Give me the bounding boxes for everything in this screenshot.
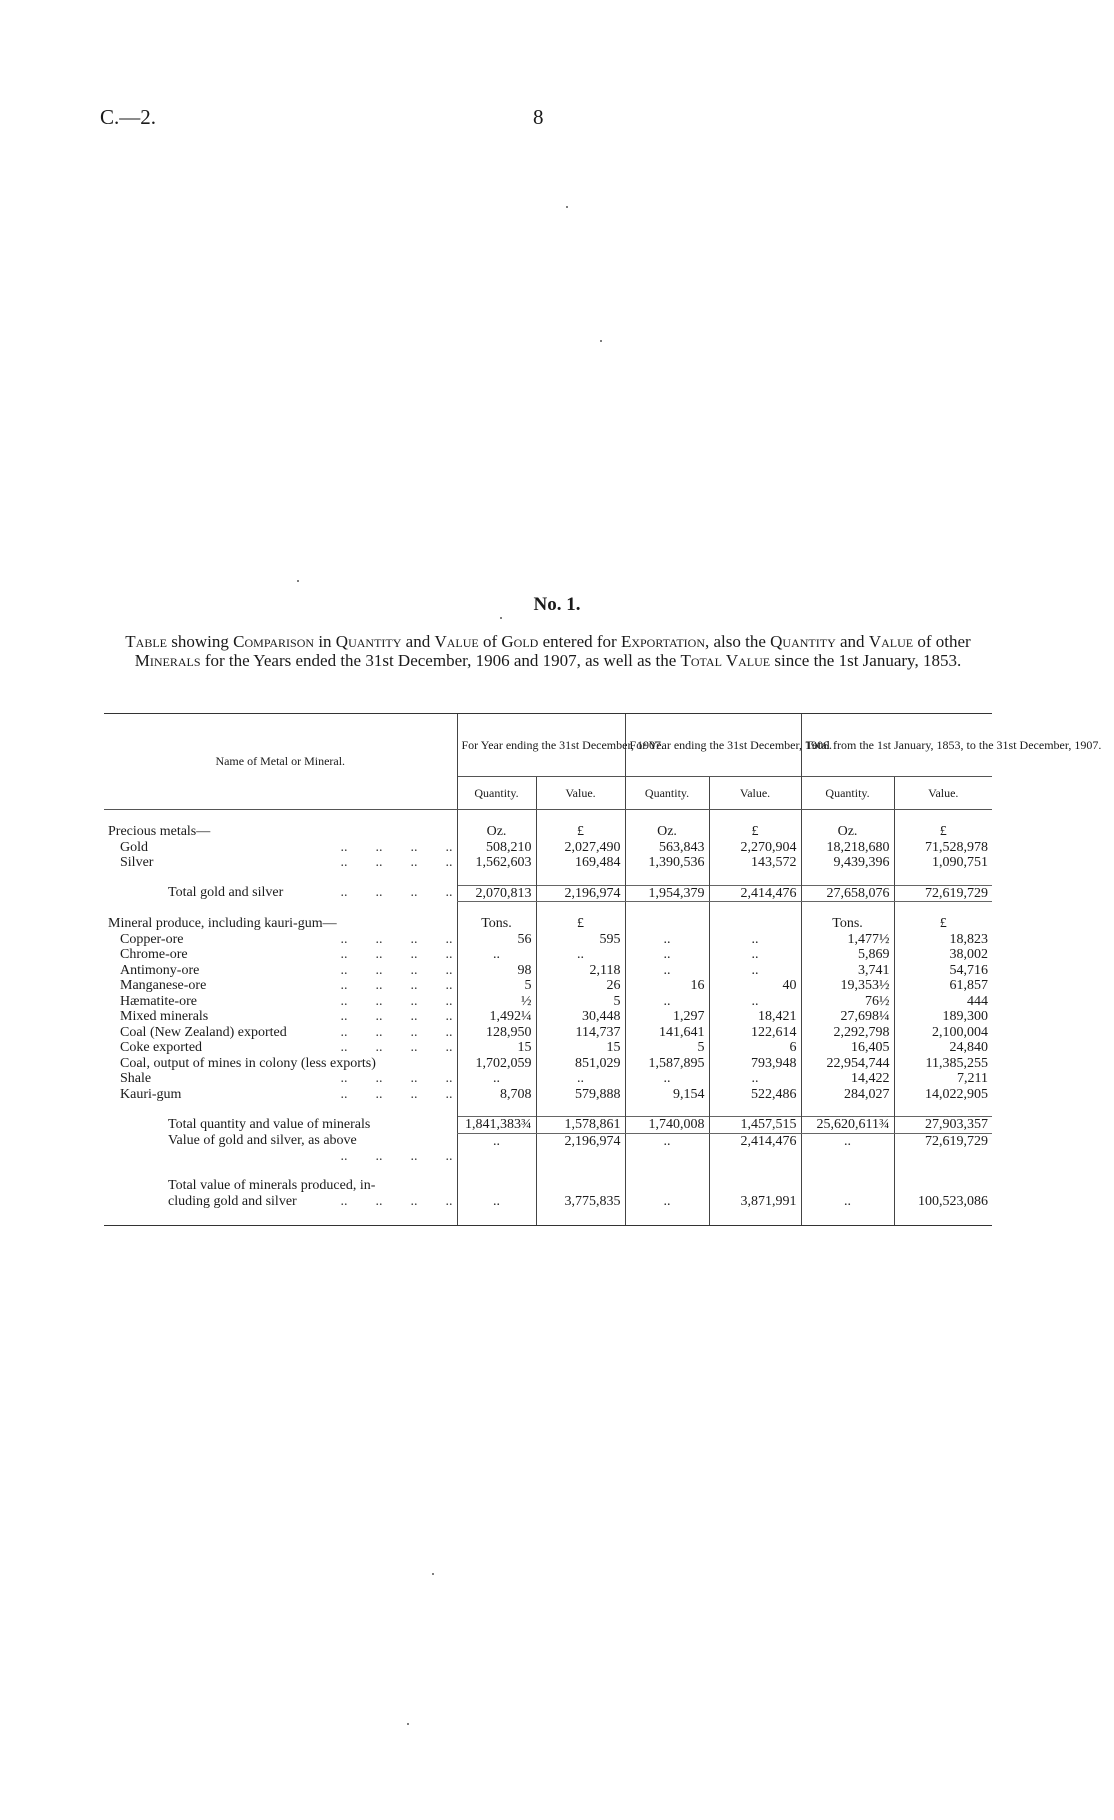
caption-segment: of (478, 632, 502, 651)
value-cell: 6 (709, 1040, 801, 1056)
value-cell: 15 (536, 1040, 625, 1056)
table-row (104, 1040, 992, 1056)
spacer-cell (625, 902, 709, 917)
value-cell: 2,100,004 (894, 1025, 992, 1041)
quantity-cell: .. (625, 1133, 709, 1164)
value-cell: .. (536, 947, 625, 963)
value-cell: 114,737 (536, 1025, 625, 1041)
table-row (104, 932, 992, 948)
value-cell: 54,716 (894, 963, 992, 979)
page-number: 8 (533, 105, 544, 129)
spacer-cell (625, 871, 709, 886)
row-label: Total gold and silver (168, 885, 284, 900)
row-label-cell (104, 947, 457, 963)
column-header-value: Value. (536, 777, 625, 810)
quantity-cell: Oz. (801, 824, 894, 840)
value-cell: 2,196,974 (536, 1133, 625, 1164)
spacer-cell (801, 1164, 894, 1178)
value-cell: 444 (894, 994, 992, 1010)
caption-segment: and (401, 632, 435, 651)
leader-dots: .. .. .. .. (340, 1071, 453, 1086)
value-cell: 2,414,476 (709, 1133, 801, 1164)
spacer-cell (457, 1164, 536, 1178)
table-row (104, 1133, 992, 1164)
caption-smallcaps-segment: Minerals (134, 651, 201, 670)
value-cell: 851,029 (536, 1056, 625, 1072)
value-cell: 2,118 (536, 963, 625, 979)
value-cell: 169,484 (536, 855, 625, 871)
spacer-cell (536, 810, 625, 825)
value-cell: £ (894, 824, 992, 840)
quantity-cell: .. (625, 963, 709, 979)
value-cell: 30,448 (536, 1009, 625, 1025)
spacer-cell (894, 810, 992, 825)
caption-smallcaps-segment: Table (125, 632, 168, 651)
quantity-cell: 1,841,383¾ (457, 1117, 536, 1134)
leader-dots: .. .. .. .. (340, 855, 453, 870)
value-cell: 595 (536, 932, 625, 948)
quantity-cell: 56 (457, 932, 536, 948)
row-label: Kauri-gum (120, 1086, 182, 1102)
row-label: Antimony-ore (120, 962, 200, 978)
scan-speck (407, 1723, 409, 1725)
table-row (104, 947, 992, 963)
spacer-cell (801, 902, 894, 917)
quantity-cell: ½ (457, 994, 536, 1010)
row-label-cell (104, 1117, 457, 1134)
row-label: Chrome-ore (120, 947, 188, 962)
spacer-cell (457, 902, 536, 917)
value-cell: 3,871,991 (709, 1194, 801, 1210)
leader-dots: .. .. .. .. (340, 1009, 453, 1024)
spacer-cell (801, 871, 894, 886)
scan-speck (432, 1573, 434, 1575)
value-cell: 61,857 (894, 978, 992, 994)
table-number: No. 1. (533, 594, 581, 615)
spacer-cell (709, 810, 801, 825)
spacer-cell (894, 1102, 992, 1117)
row-label: Coal, output of mines in colony (less exports) (120, 1055, 376, 1071)
quantity-cell: 2,070,813 (457, 885, 536, 902)
mineral-table-container (104, 713, 1102, 1226)
quantity-cell: .. (457, 1194, 536, 1210)
caption-segment: of other (913, 632, 971, 651)
spacer-cell (104, 1164, 457, 1178)
leader-dots: .. .. .. .. (340, 1024, 453, 1040)
spacer-cell (709, 871, 801, 886)
table-row (104, 963, 992, 979)
quantity-cell: 76½ (801, 994, 894, 1010)
spacer-cell (625, 1164, 709, 1178)
quantity-cell: 16,405 (801, 1040, 894, 1056)
leader-dots: .. .. .. .. (340, 1193, 453, 1209)
row-label: Total quantity and value of minerals (168, 1116, 371, 1132)
row-label-cell (104, 932, 457, 948)
spacer-cell (536, 1102, 625, 1117)
spacer-cell (709, 902, 801, 917)
document-reference: C.—2. (100, 105, 157, 129)
quantity-cell: .. (801, 1133, 894, 1164)
row-label-cell (104, 885, 457, 902)
leader-dots: .. .. .. .. (340, 1040, 453, 1055)
quantity-cell (625, 1178, 709, 1194)
quantity-cell: 1,740,008 (625, 1117, 709, 1134)
value-cell (894, 1178, 992, 1194)
spacer-cell (457, 810, 536, 825)
table-row (104, 1056, 992, 1072)
quantity-cell: 15 (457, 1040, 536, 1056)
value-cell: 189,300 (894, 1009, 992, 1025)
quantity-cell: .. (625, 1071, 709, 1087)
spacer-cell (536, 902, 625, 917)
table-caption (104, 632, 992, 670)
table-row (104, 1071, 992, 1087)
value-cell: 1,578,861 (536, 1117, 625, 1134)
quantity-cell: .. (801, 1194, 894, 1210)
quantity-cell (801, 1178, 894, 1194)
value-cell: 27,903,357 (894, 1117, 992, 1134)
quantity-cell: 1,477½ (801, 932, 894, 948)
value-cell: 3,775,835 (536, 1194, 625, 1210)
value-cell (536, 1178, 625, 1194)
quantity-cell: 508,210 (457, 840, 536, 856)
quantity-cell: .. (457, 947, 536, 963)
spacer-cell (894, 902, 992, 917)
value-cell: .. (709, 1071, 801, 1087)
value-cell: 24,840 (894, 1040, 992, 1056)
group-header-total: Total from the 1st January, 1853, to the 31st December, 1907. (801, 714, 992, 777)
value-cell: 14,022,905 (894, 1087, 992, 1103)
quantity-cell: 8,708 (457, 1087, 536, 1103)
caption-smallcaps-segment: Exportation (620, 632, 705, 651)
quantity-cell: 563,843 (625, 840, 709, 856)
table-row (104, 1178, 992, 1194)
caption-segment: , also the (705, 632, 771, 651)
spacer-cell (536, 871, 625, 886)
rule-cell (104, 1209, 457, 1226)
quantity-cell: 5,869 (801, 947, 894, 963)
scan-speck (600, 340, 602, 342)
quantity-cell: 1,297 (625, 1009, 709, 1025)
leader-dots: .. .. .. .. (340, 839, 453, 855)
group-header-1907: For Year ending the 31st December, 1907. (457, 714, 625, 777)
caption-segment: showing (167, 632, 234, 651)
quantity-cell: Oz. (457, 824, 536, 840)
row-label: Value of gold and silver, as above (168, 1133, 357, 1148)
scan-speck (297, 580, 299, 582)
value-cell: 1,090,751 (894, 855, 992, 871)
spacer-cell (104, 902, 457, 917)
value-cell: 522,486 (709, 1087, 801, 1103)
row-label: Total value of minerals produced, in- (168, 1178, 376, 1193)
row-label-cell (104, 1056, 457, 1072)
row-label-cell (104, 963, 457, 979)
column-header-value: Value. (709, 777, 801, 810)
scan-speck (500, 617, 502, 619)
quantity-cell: 27,698¼ (801, 1009, 894, 1025)
value-cell: £ (536, 824, 625, 840)
caption-smallcaps-segment: Quantity (335, 632, 402, 651)
rule-cell (457, 1209, 536, 1226)
quantity-cell: 2,292,798 (801, 1025, 894, 1041)
row-label-cell (104, 1071, 457, 1087)
value-cell: 38,002 (894, 947, 992, 963)
row-label-cell (104, 1040, 457, 1056)
quantity-cell: 5 (625, 1040, 709, 1056)
quantity-cell: 19,353½ (801, 978, 894, 994)
caption-smallcaps-segment: Total Value (680, 651, 771, 670)
quantity-cell: 18,218,680 (801, 840, 894, 856)
row-label-cell (104, 1087, 457, 1103)
quantity-cell: Oz. (625, 824, 709, 840)
value-cell: .. (709, 994, 801, 1010)
value-cell: 18,823 (894, 932, 992, 948)
value-cell: £ (894, 916, 992, 932)
rule-cell (801, 1209, 894, 1226)
row-label-cell (104, 916, 457, 932)
caption-smallcaps-segment: Value (434, 632, 479, 651)
quantity-cell: 141,641 (625, 1025, 709, 1041)
leader-dots: .. .. .. .. (340, 1086, 453, 1102)
scan-speck (566, 206, 568, 208)
row-label: Coke exported (120, 1040, 203, 1055)
leader-dots: .. .. .. .. (340, 1148, 453, 1164)
value-cell: 2,027,490 (536, 840, 625, 856)
caption-smallcaps-segment: Value (868, 632, 914, 651)
quantity-cell: 5 (457, 978, 536, 994)
value-cell: 579,888 (536, 1087, 625, 1103)
quantity-cell: 3,741 (801, 963, 894, 979)
value-cell: 2,196,974 (536, 885, 625, 902)
value-cell: .. (709, 932, 801, 948)
quantity-cell (457, 1178, 536, 1194)
rule-cell (894, 1209, 992, 1226)
quantity-cell: .. (625, 932, 709, 948)
table-total-row (104, 1117, 992, 1134)
caption-segment: for the Years ended the 31st December, 1906 and 1907, as well as the (200, 651, 681, 670)
spacer-cell (104, 810, 457, 825)
mineral-comparison-table (104, 713, 1102, 1226)
spacer-cell (104, 1102, 457, 1117)
row-label: Gold (120, 839, 148, 855)
row-label: Copper-ore (120, 931, 184, 947)
column-header-quantity: Quantity. (457, 777, 536, 810)
caption-segment: in (314, 632, 336, 651)
table-body (104, 810, 992, 1226)
quantity-cell: Tons. (801, 916, 894, 932)
quantity-cell: 9,439,396 (801, 855, 894, 871)
name-column-header: Name of Metal or Mineral. (104, 714, 457, 810)
value-cell: £ (709, 824, 801, 840)
table-row (104, 916, 992, 932)
value-cell: 40 (709, 978, 801, 994)
quantity-cell: Tons. (457, 916, 536, 932)
row-label: Silver (120, 855, 154, 870)
table-bottom-rule (104, 1209, 992, 1226)
value-cell (709, 1178, 801, 1194)
caption-smallcaps-segment: Comparison (233, 632, 315, 651)
spacer-row (104, 1102, 992, 1117)
quantity-cell: .. (457, 1071, 536, 1087)
quantity-cell: .. (625, 994, 709, 1010)
column-header-value: Value. (894, 777, 992, 810)
row-label-cell (104, 1133, 457, 1164)
spacer-row (104, 1164, 992, 1178)
spacer-cell (457, 871, 536, 886)
row-label: Manganese-ore (120, 978, 207, 993)
quantity-cell: 1,492¼ (457, 1009, 536, 1025)
value-cell: 100,523,086 (894, 1194, 992, 1210)
row-label-cell (104, 855, 457, 871)
quantity-cell: 284,027 (801, 1087, 894, 1103)
quantity-cell: 27,658,076 (801, 885, 894, 902)
row-label-cell (104, 1009, 457, 1025)
quantity-cell: 22,954,744 (801, 1056, 894, 1072)
quantity-cell: .. (625, 947, 709, 963)
quantity-cell: 1,587,895 (625, 1056, 709, 1072)
table-total-row (104, 885, 992, 902)
table-row (104, 1194, 992, 1210)
value-cell: .. (536, 1071, 625, 1087)
row-label-cell (104, 1178, 457, 1194)
spacer-cell (104, 871, 457, 886)
group-header-1906: For Year ending the 31st December, 1906. (625, 714, 801, 777)
value-cell: .. (709, 947, 801, 963)
quantity-cell: 16 (625, 978, 709, 994)
column-header-quantity: Quantity. (625, 777, 709, 810)
spacer-cell (709, 1164, 801, 1178)
table-row (104, 1025, 992, 1041)
value-cell: 793,948 (709, 1056, 801, 1072)
leader-dots: .. .. .. .. (340, 947, 453, 962)
leader-dots: .. .. .. .. (340, 931, 453, 947)
value-cell: 26 (536, 978, 625, 994)
table-row (104, 1087, 992, 1103)
spacer-cell (801, 1102, 894, 1117)
leader-dots: .. .. .. .. (340, 962, 453, 978)
value-cell: 1,457,515 (709, 1117, 801, 1134)
row-label: Precious metals— (108, 824, 211, 839)
value-cell (709, 916, 801, 932)
caption-segment: since the 1st January, 1853. (770, 651, 962, 670)
quantity-cell: .. (625, 1194, 709, 1210)
rule-cell (536, 1209, 625, 1226)
value-cell: 72,619,729 (894, 885, 992, 902)
value-cell: 7,211 (894, 1071, 992, 1087)
quantity-cell: 9,154 (625, 1087, 709, 1103)
quantity-cell (625, 916, 709, 932)
table-row (104, 840, 992, 856)
spacer-row (104, 902, 992, 917)
rule-cell (625, 1209, 709, 1226)
value-cell: 122,614 (709, 1025, 801, 1041)
spacer-row (104, 810, 992, 825)
table-row (104, 824, 992, 840)
row-label-cell (104, 994, 457, 1010)
quantity-cell: 1,562,603 (457, 855, 536, 871)
quantity-cell: 1,702,059 (457, 1056, 536, 1072)
value-cell: 2,270,904 (709, 840, 801, 856)
spacer-row (104, 871, 992, 886)
row-label: cluding gold and silver (168, 1193, 297, 1209)
value-cell: 5 (536, 994, 625, 1010)
value-cell: £ (536, 916, 625, 932)
leader-dots: .. .. .. .. (340, 885, 453, 900)
row-label: Coal (New Zealand) exported (120, 1024, 287, 1040)
table-row (104, 855, 992, 871)
value-cell: .. (709, 963, 801, 979)
value-cell: 71,528,978 (894, 840, 992, 856)
row-label: Mixed minerals (120, 1009, 209, 1024)
value-cell: 18,421 (709, 1009, 801, 1025)
value-cell: 143,572 (709, 855, 801, 871)
quantity-cell: 25,620,611¾ (801, 1117, 894, 1134)
leader-dots: .. .. .. .. (340, 978, 453, 993)
spacer-cell (894, 871, 992, 886)
row-label-cell (104, 978, 457, 994)
value-cell: 2,414,476 (709, 885, 801, 902)
row-label-cell (104, 1194, 457, 1210)
quantity-cell: 1,390,536 (625, 855, 709, 871)
spacer-cell (709, 1102, 801, 1117)
leader-dots: .. .. .. .. (340, 993, 453, 1009)
caption-segment: entered for (538, 632, 621, 651)
table-row (104, 1009, 992, 1025)
row-label-cell (104, 840, 457, 856)
spacer-cell (894, 1164, 992, 1178)
row-label-cell (104, 1025, 457, 1041)
quantity-cell: 128,950 (457, 1025, 536, 1041)
spacer-cell (457, 1102, 536, 1117)
row-label: Shale (120, 1071, 152, 1086)
row-label: Hæmatite-ore (120, 993, 197, 1009)
quantity-cell: .. (457, 1133, 536, 1164)
spacer-cell (625, 1102, 709, 1117)
row-label: Mineral produce, including kauri-gum— (108, 916, 337, 931)
value-cell: 72,619,729 (894, 1133, 992, 1164)
table-row (104, 978, 992, 994)
row-label-cell (104, 824, 457, 840)
value-cell: 11,385,255 (894, 1056, 992, 1072)
column-header-quantity: Quantity. (801, 777, 894, 810)
spacer-cell (625, 810, 709, 825)
table-row (104, 994, 992, 1010)
spacer-cell (801, 810, 894, 825)
quantity-cell: 14,422 (801, 1071, 894, 1087)
rule-cell (709, 1209, 801, 1226)
spacer-cell (536, 1164, 625, 1178)
quantity-cell: 1,954,379 (625, 885, 709, 902)
caption-smallcaps-segment: Gold (501, 632, 539, 651)
caption-smallcaps-segment: Quantity (770, 632, 836, 651)
quantity-cell: 98 (457, 963, 536, 979)
caption-segment: and (835, 632, 869, 651)
